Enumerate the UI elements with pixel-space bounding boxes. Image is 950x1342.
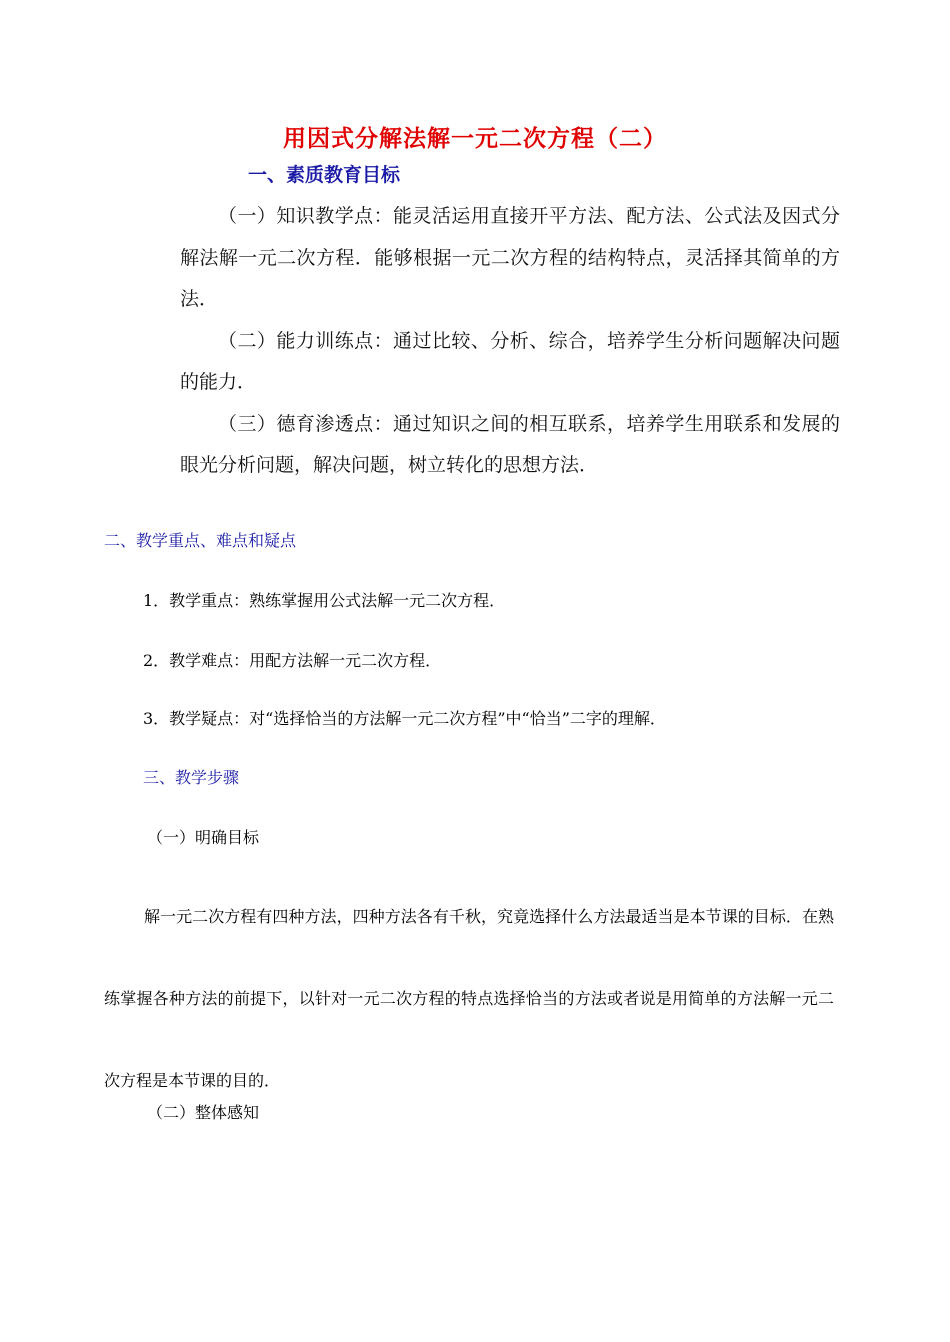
objective-moral: （三）德育渗透点：通过知识之间的相互联系，培养学生用联系和发展的眼光分析问题，解决问题，树立转化的思想方法．: [180, 412, 840, 476]
objective-ability: （二）能力训练点：通过比较、分析、综合，培养学生分析问题解决问题的能力．: [180, 329, 840, 393]
section-heading-teaching-steps: 三、教学步骤: [143, 768, 240, 787]
goals-paragraph: [104, 876, 834, 1122]
document-title: 用因式分解法解一元二次方程（二）: [283, 126, 667, 152]
difficulty-item: 2．教学难点：用配方法解一元二次方程．: [143, 651, 442, 670]
objectives-body: [180, 196, 840, 487]
subheading-overall-perception: （二）整体感知: [147, 1103, 260, 1122]
subheading-clear-goals: （一）明确目标: [147, 828, 260, 847]
section-heading-objectives: 一、素质教育目标: [248, 164, 401, 186]
section-heading-key-points: 二、教学重点、难点和疑点: [104, 531, 297, 550]
objective-knowledge: （一）知识教学点：能灵活运用直接开平方法、配方法、公式法及因式分解法解一元二次方程．能够根据一元二次方程的结构特点，灵活择其简单的方法．: [180, 205, 840, 310]
goals-paragraph-text: 解一元二次方程有四种方法，四种方法各有千秋，究竟选择什么方法最适当是本节课的目标．在熟练掌握各种方法的前提下，以针对一元二次方程的特点选择恰当的方法或者说是用简单的方法解一元二次方程是本节课的目的．: [104, 907, 834, 1090]
key-point-item: 1．教学重点：熟练掌握用公式法解一元二次方程．: [143, 591, 506, 610]
doubt-item: 3．教学疑点：对“选择恰当的方法解一元二次方程”中“恰当”二字的理解．: [143, 709, 666, 728]
